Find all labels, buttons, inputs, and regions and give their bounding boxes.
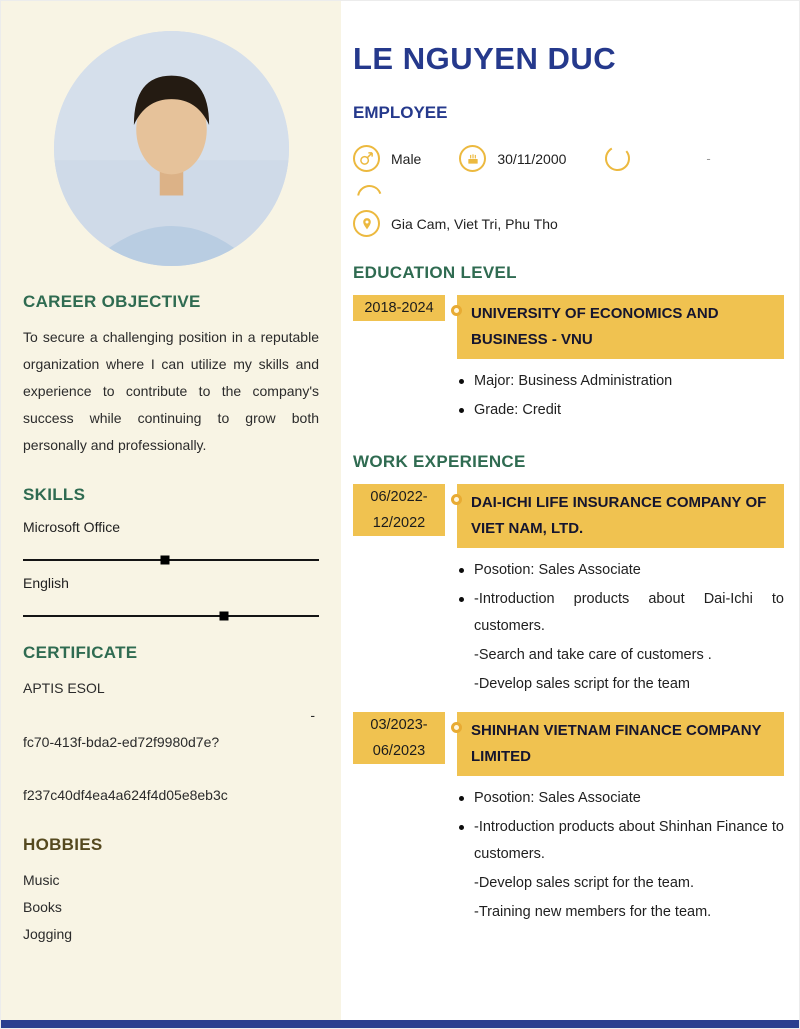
company-name: DAI-ICHI LIFE INSURANCE COMPANY OF VIET NAM, LTD.	[457, 484, 784, 548]
phone-info	[604, 145, 710, 172]
skill-name: Microsoft Office	[23, 519, 120, 535]
bullet-item: Posotion: Sales Associate	[457, 785, 784, 812]
bullet-item: Major: Business Administration	[457, 368, 784, 395]
certificate-line: APTIS ESOL	[23, 680, 105, 696]
hobbies-title: HOBBIES	[23, 835, 103, 854]
education-entry	[353, 295, 784, 426]
career-objective-title: CAREER OBJECTIVE	[23, 292, 201, 311]
skill-slider[interactable]	[23, 615, 319, 617]
education-date-badge: 2018-2024	[353, 295, 445, 321]
birthday-value: 30/11/2000	[497, 150, 567, 167]
skill-item	[23, 519, 319, 561]
bullet-item: -Develop sales script for the team.	[474, 875, 695, 891]
company-name: SHINHAN VIETNAM FINANCE COMPANY LIMITED	[457, 712, 784, 776]
timeline-marker-icon	[451, 494, 462, 505]
birthday-info	[459, 145, 566, 172]
bullet-item: Posotion: Sales Associate	[457, 557, 784, 584]
career-objective-section	[23, 292, 319, 459]
profile-photo-wrap	[23, 31, 319, 266]
entry-content	[457, 295, 784, 426]
hobby-item: Music	[23, 872, 60, 888]
bullet-dot-icon	[459, 408, 464, 413]
bullet-item: -Training new members for the team.	[474, 904, 712, 920]
person-name: LE NGUYEN DUC	[353, 41, 617, 76]
bullet-item: Grade: Credit	[457, 397, 784, 424]
entry-content	[457, 484, 784, 700]
birthday-cake-icon	[459, 145, 486, 172]
address-info-row	[353, 210, 784, 237]
email-icon-partial	[356, 184, 383, 206]
footer-bar	[1, 1020, 799, 1028]
bullet-item: -Search and take care of customers .	[474, 647, 712, 663]
timeline-marker-icon	[451, 305, 462, 316]
main-content	[341, 1, 799, 1028]
hobby-item: Jogging	[23, 926, 73, 942]
certificate-hash: f237c40df4ea4a624f4d05e8eb3c	[23, 787, 228, 803]
entry-content	[457, 712, 784, 928]
profile-photo	[54, 31, 289, 266]
partial-icon-row	[356, 184, 784, 206]
experience-bullets	[457, 557, 784, 698]
experience-date-badge: 06/2022-12/2022	[353, 484, 445, 536]
career-objective-text: To secure a challenging position in a reputable organization where I can utilize my skills and experience to contribute to the company's success while continuing to grow both personally and professionally.	[23, 329, 319, 453]
phone-icon-partial	[604, 145, 631, 172]
education-title: EDUCATION LEVEL	[353, 263, 517, 282]
skill-name: English	[23, 575, 69, 591]
address-info	[353, 210, 558, 237]
certificate-section	[23, 643, 319, 809]
timeline-marker-icon	[451, 722, 462, 733]
personal-info-row	[353, 145, 784, 172]
certificate-title: CERTIFICATE	[23, 643, 138, 662]
bullet-dot-icon	[459, 568, 464, 573]
bullet-item: -Introduction products about Shinhan Finance to customers.	[457, 814, 784, 868]
gender-value: Male	[391, 150, 422, 167]
experience-entry	[353, 484, 784, 700]
skill-slider-handle[interactable]	[220, 612, 229, 621]
skill-item	[23, 575, 319, 617]
certificate-dash: -	[310, 707, 315, 723]
bullet-dot-icon	[459, 825, 464, 830]
skill-slider[interactable]	[23, 559, 319, 561]
experience-title: WORK EXPERIENCE	[353, 452, 526, 471]
education-section	[353, 263, 784, 426]
phone-placeholder-dash: -	[706, 151, 711, 166]
hobbies-section	[23, 835, 319, 948]
experience-date-badge: 03/2023-06/2023	[353, 712, 445, 764]
bullet-dot-icon	[459, 379, 464, 384]
gender-icon	[353, 145, 380, 172]
sidebar	[1, 1, 341, 1028]
entry-date-col	[353, 484, 445, 700]
entry-date-col	[353, 712, 445, 928]
bullet-item: -Introduction products about Dai-Ichi to customers.	[457, 586, 784, 640]
experience-entry	[353, 712, 784, 928]
location-pin-icon	[353, 210, 380, 237]
person-role: EMPLOYEE	[353, 103, 448, 122]
bullet-item: -Develop sales script for the team	[474, 676, 690, 692]
skills-section	[23, 485, 319, 617]
portrait-illustration	[54, 31, 289, 266]
school-name: UNIVERSITY OF ECONOMICS AND BUSINESS - VNU	[457, 295, 784, 359]
experience-bullets	[457, 785, 784, 926]
skills-title: SKILLS	[23, 485, 86, 504]
address-value: Gia Cam, Viet Tri, Phu Tho	[391, 215, 558, 232]
bullet-dot-icon	[459, 597, 464, 602]
certificate-hash: fc70-413f-bda2-ed72f9980d7e?	[23, 734, 220, 750]
gender-info	[353, 145, 421, 172]
experience-section	[353, 452, 784, 928]
hobby-item: Books	[23, 899, 62, 915]
education-bullets	[457, 368, 784, 424]
skill-slider-handle[interactable]	[161, 556, 170, 565]
entry-date-col	[353, 295, 445, 426]
hobby-list	[23, 867, 319, 948]
bullet-dot-icon	[459, 796, 464, 801]
